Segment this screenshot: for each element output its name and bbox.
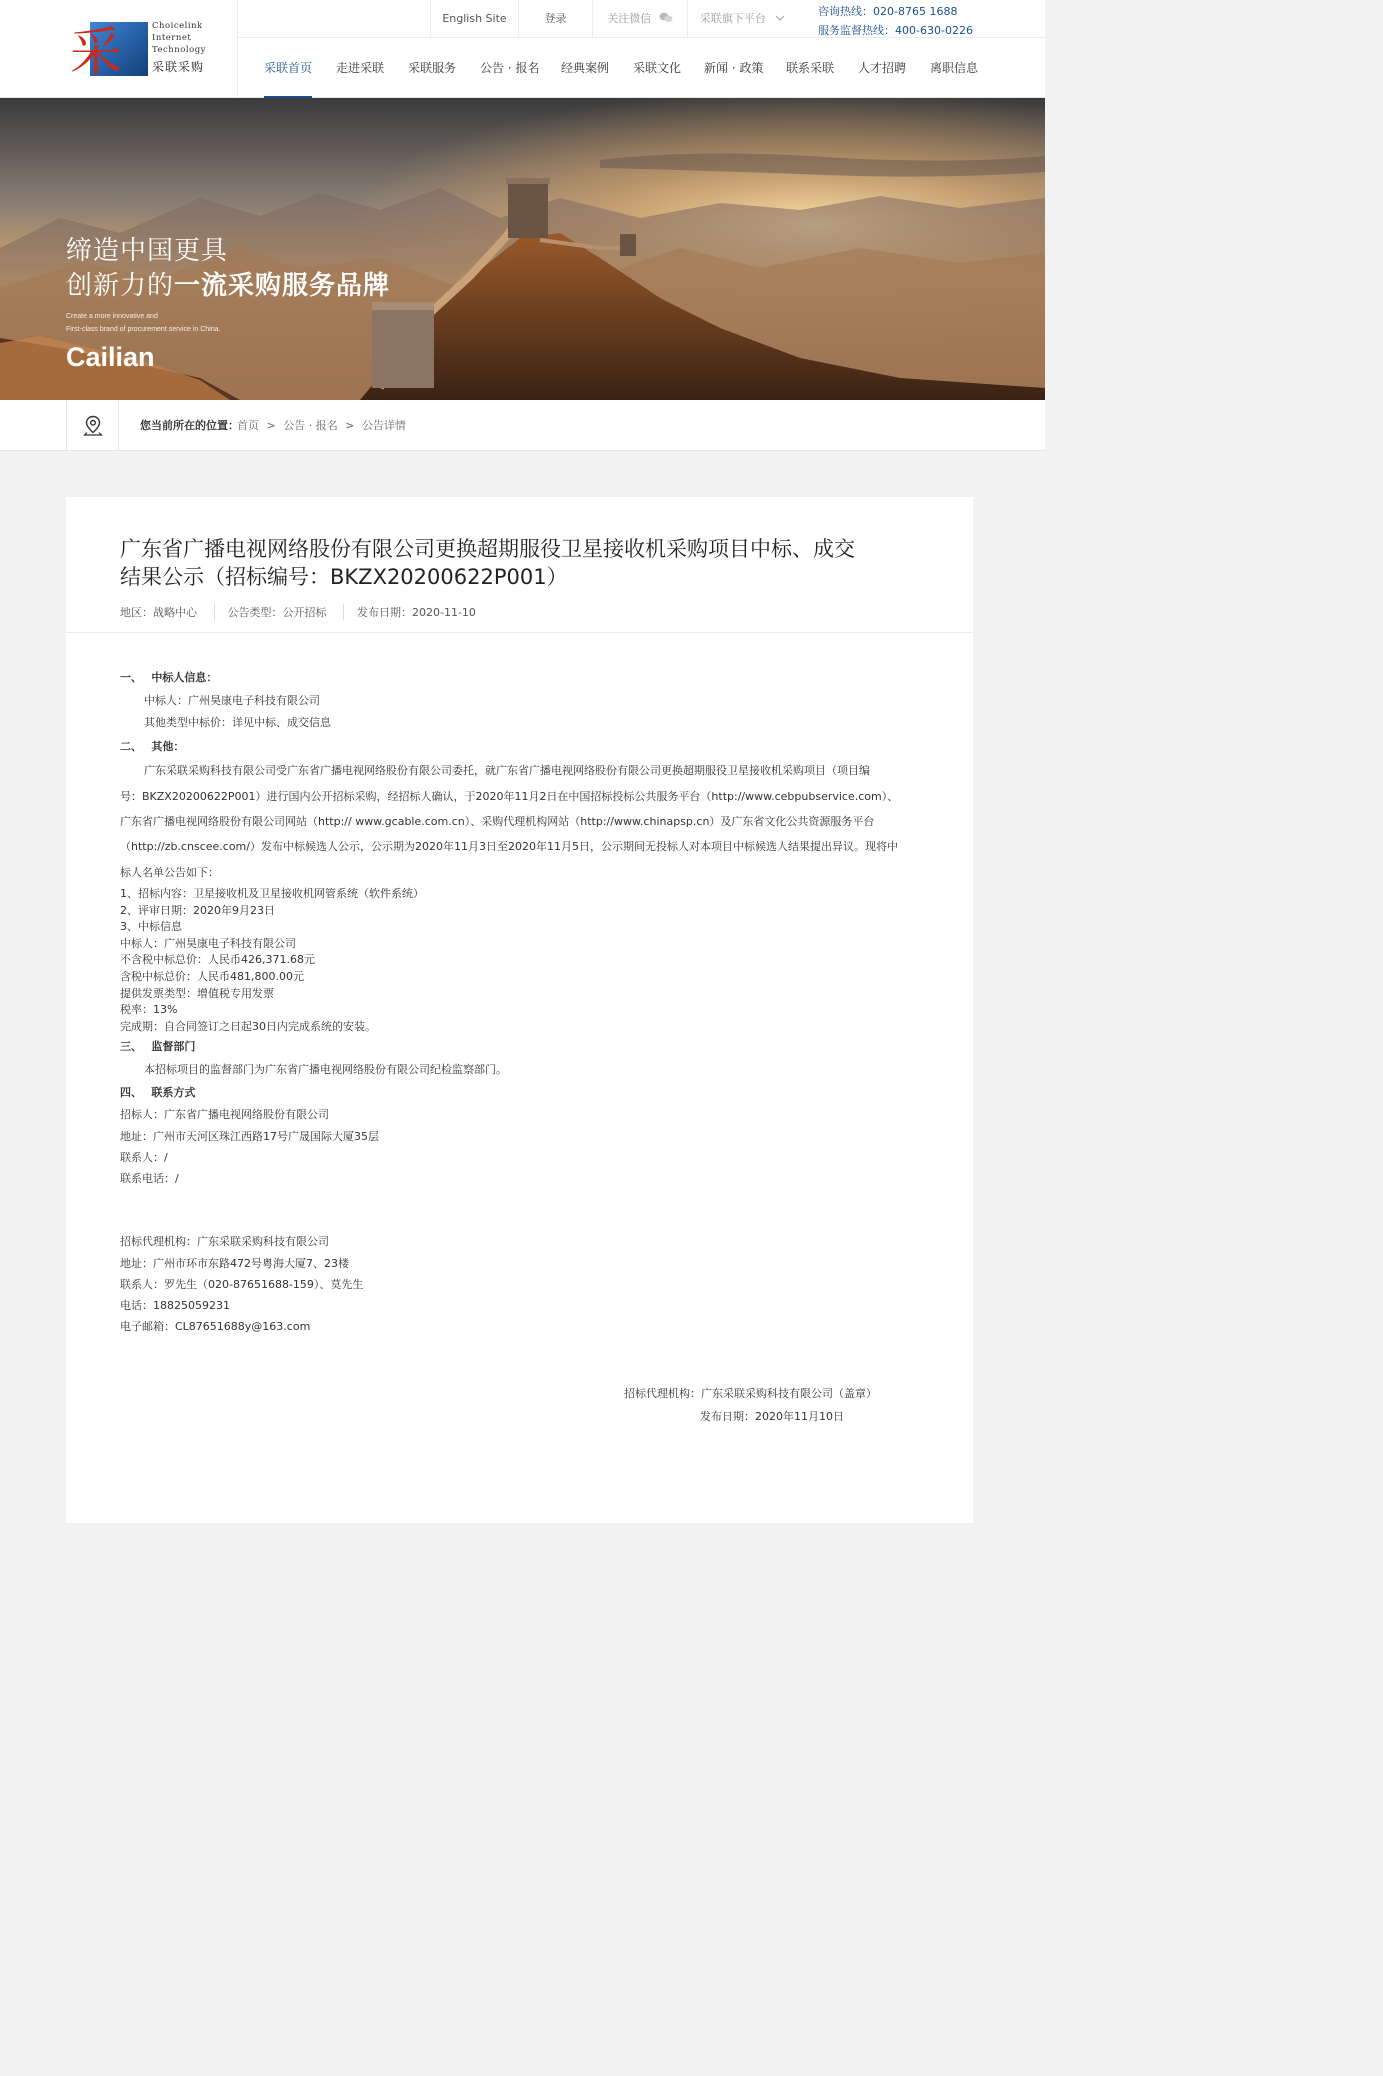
article-paragraph: （http://zb.cnscee.com/）发布中标候选人公示，公示期为2020年11月3日至2020年11月5日，公示期间无投标人对本项目中标候选人结果提出异议。现将中 [120,840,898,853]
breadcrumb-bar [0,400,1045,451]
english-site-link[interactable]: English Site [430,0,518,38]
nav-announcements[interactable]: 公告 · 报名 [480,61,540,75]
hotline [818,2,973,40]
banner-slogan [66,234,390,374]
article-paragraph: 招标代理机构：广东采联采购科技有限公司（盖章） [624,1387,877,1400]
consult-hotline: 咨询热线：020-8765 1688 [818,5,958,18]
article-card [66,497,973,1523]
breadcrumb-current: 公告详情 [361,419,406,432]
meta-date: 发布日期：2020-11-10 [343,604,489,620]
location-pin-icon [83,415,103,436]
nav-services[interactable]: 采联服务 [408,61,457,75]
logo-chinese: 采联采购 [152,60,205,74]
nav-resignation[interactable]: 离职信息 [930,61,979,75]
main-nav [238,38,1045,98]
section-heading: 一、 中标人信息： [120,671,218,684]
platforms-label: 采联旗下平台 [699,12,766,25]
article-paragraph: 广东采联采购科技有限公司受广东省广播电视网络股份有限公司委托，就广东省广播电视网络股份有限公司更换超期服役卫星接收机采购项目（项目编 [144,764,870,777]
banner-english [66,310,390,336]
article-paragraph: 提供发票类型：增值税专用发票 [120,987,274,1000]
article-paragraph: 其他类型中标价：详见中标、成交信息 [144,716,331,729]
login-link[interactable]: 登录 [518,0,592,38]
banner-line1: 缔造中国更具 [66,236,229,266]
banner-english-line2: First-class brand of procurement service in China. [66,326,221,333]
logo-mark-glyph: 采 [70,23,123,76]
nav-contact[interactable]: 联系采联 [786,61,835,75]
section-heading: 三、 监督部门 [120,1040,196,1053]
meta-type: 公告类型：公开招标 [214,604,340,620]
article-meta [120,604,489,620]
banner-brand: Cailian [66,342,155,372]
article-paragraph: 中标人：广州昊康电子科技有限公司 [120,937,296,950]
wechat-follow-label: 关注微信 [607,12,652,25]
location-icon-box [66,400,119,451]
article-paragraph: 发布日期：2020年11月10日 [700,1410,844,1423]
article-paragraph: 3、中标信息 [120,920,182,933]
article-paragraph: 广东省广播电视网络股份有限公司网站（http:// www.gcable.com.cn）、采购代理机构网站（http://www.chinapsp.cn）及广东省文化公共资源服务平台 [120,815,875,828]
breadcrumb-separator: > [266,419,276,432]
nav-cases[interactable]: 经典案例 [561,61,610,75]
article-paragraph: 地址：广州市环市东路472号粤海大厦7、23楼 [120,1257,349,1270]
article-paragraph: 号：BKZX20200622P001）进行国内公开招标采购，经招标人确认，于2020年11月2日在中国招标投标公共服务平台（http://www.cebpubservice.com）、 [120,790,899,803]
article-paragraph: 1、招标内容：卫星接收机及卫星接收机网管系统（软件系统） [120,887,424,900]
article-paragraph: 联系人：罗先生（020-87651688-159）、莫先生 [120,1278,364,1291]
platforms-dropdown[interactable] [687,0,797,38]
article-paragraph: 联系电话：/ [120,1172,179,1185]
article-paragraph: 电话：18825059231 [120,1299,230,1312]
meta-region: 地区：战略中心 [120,606,197,619]
article-paragraph: 电子邮箱：CL87651688y@163.com [120,1320,311,1333]
section-heading: 四、 联系方式 [120,1086,196,1099]
wechat-follow-link[interactable] [592,0,687,38]
logo-mark-icon [68,18,150,76]
site-header [0,0,1045,98]
nav-careers[interactable]: 人才招聘 [858,61,907,75]
banner-english-line1: Create a more innovative and [66,313,158,320]
article-paragraph: 中标人：广州昊康电子科技有限公司 [144,694,320,707]
nav-news-policy[interactable]: 新闻 · 政策 [704,61,764,75]
breadcrumb-separator: > [345,419,355,432]
article-paragraph: 招标人：广东省广播电视网络股份有限公司 [120,1108,329,1121]
meta-divider [66,632,973,633]
article-paragraph: 本招标项目的监督部门为广东省广播电视网络股份有限公司纪检监察部门。 [144,1063,507,1076]
article-paragraph: 标人名单公告如下： [120,866,219,879]
breadcrumb [237,400,410,451]
article-paragraph: 完成期：自合同签订之日起30日内完成系统的安装。 [120,1020,376,1033]
banner-line2-plain: 创新力的 [66,271,175,301]
hero-banner [0,98,1045,400]
article-paragraph: 2、评审日期：2020年9月23日 [120,904,275,917]
breadcrumb-label: 您当前所在的位置： [140,419,239,432]
article-paragraph: 招标代理机构：广东采联采购科技有限公司 [120,1235,329,1248]
banner-line2-bold: 一流采购服务品牌 [174,271,391,301]
logo-english: Choicelink Internet Technology [152,21,206,55]
nav-home[interactable]: 采联首页 [264,38,312,98]
nav-culture[interactable]: 采联文化 [633,61,682,75]
breadcrumb-announcements[interactable]: 公告 · 报名 [283,419,338,432]
article-paragraph: 税率：13% [120,1003,178,1016]
section-heading: 二、 其他： [120,740,185,753]
chevron-down-icon [775,15,785,22]
article-title: 广东省广播电视网络股份有限公司更换超期服役卫星接收机采购项目中标、成交结果公示（招标编号：BKZX20200622P001） [120,537,855,589]
wechat-icon [659,12,673,23]
article-paragraph: 联系人：/ [120,1151,168,1164]
breadcrumb-home[interactable]: 首页 [237,419,259,432]
top-bar [238,0,1045,38]
article-paragraph: 地址：广州市天河区珠江西路17号广晟国际大厦35层 [120,1130,379,1143]
article-paragraph: 不含税中标总价：人民币426,371.68元 [120,953,315,966]
supervise-hotline: 服务监督热线：400-630-0226 [818,24,973,37]
banner-line2 [66,268,390,304]
nav-about[interactable]: 走进采联 [336,61,385,75]
logo[interactable] [68,14,218,78]
article-paragraph: 含税中标总价：人民币481,800.00元 [120,970,304,983]
